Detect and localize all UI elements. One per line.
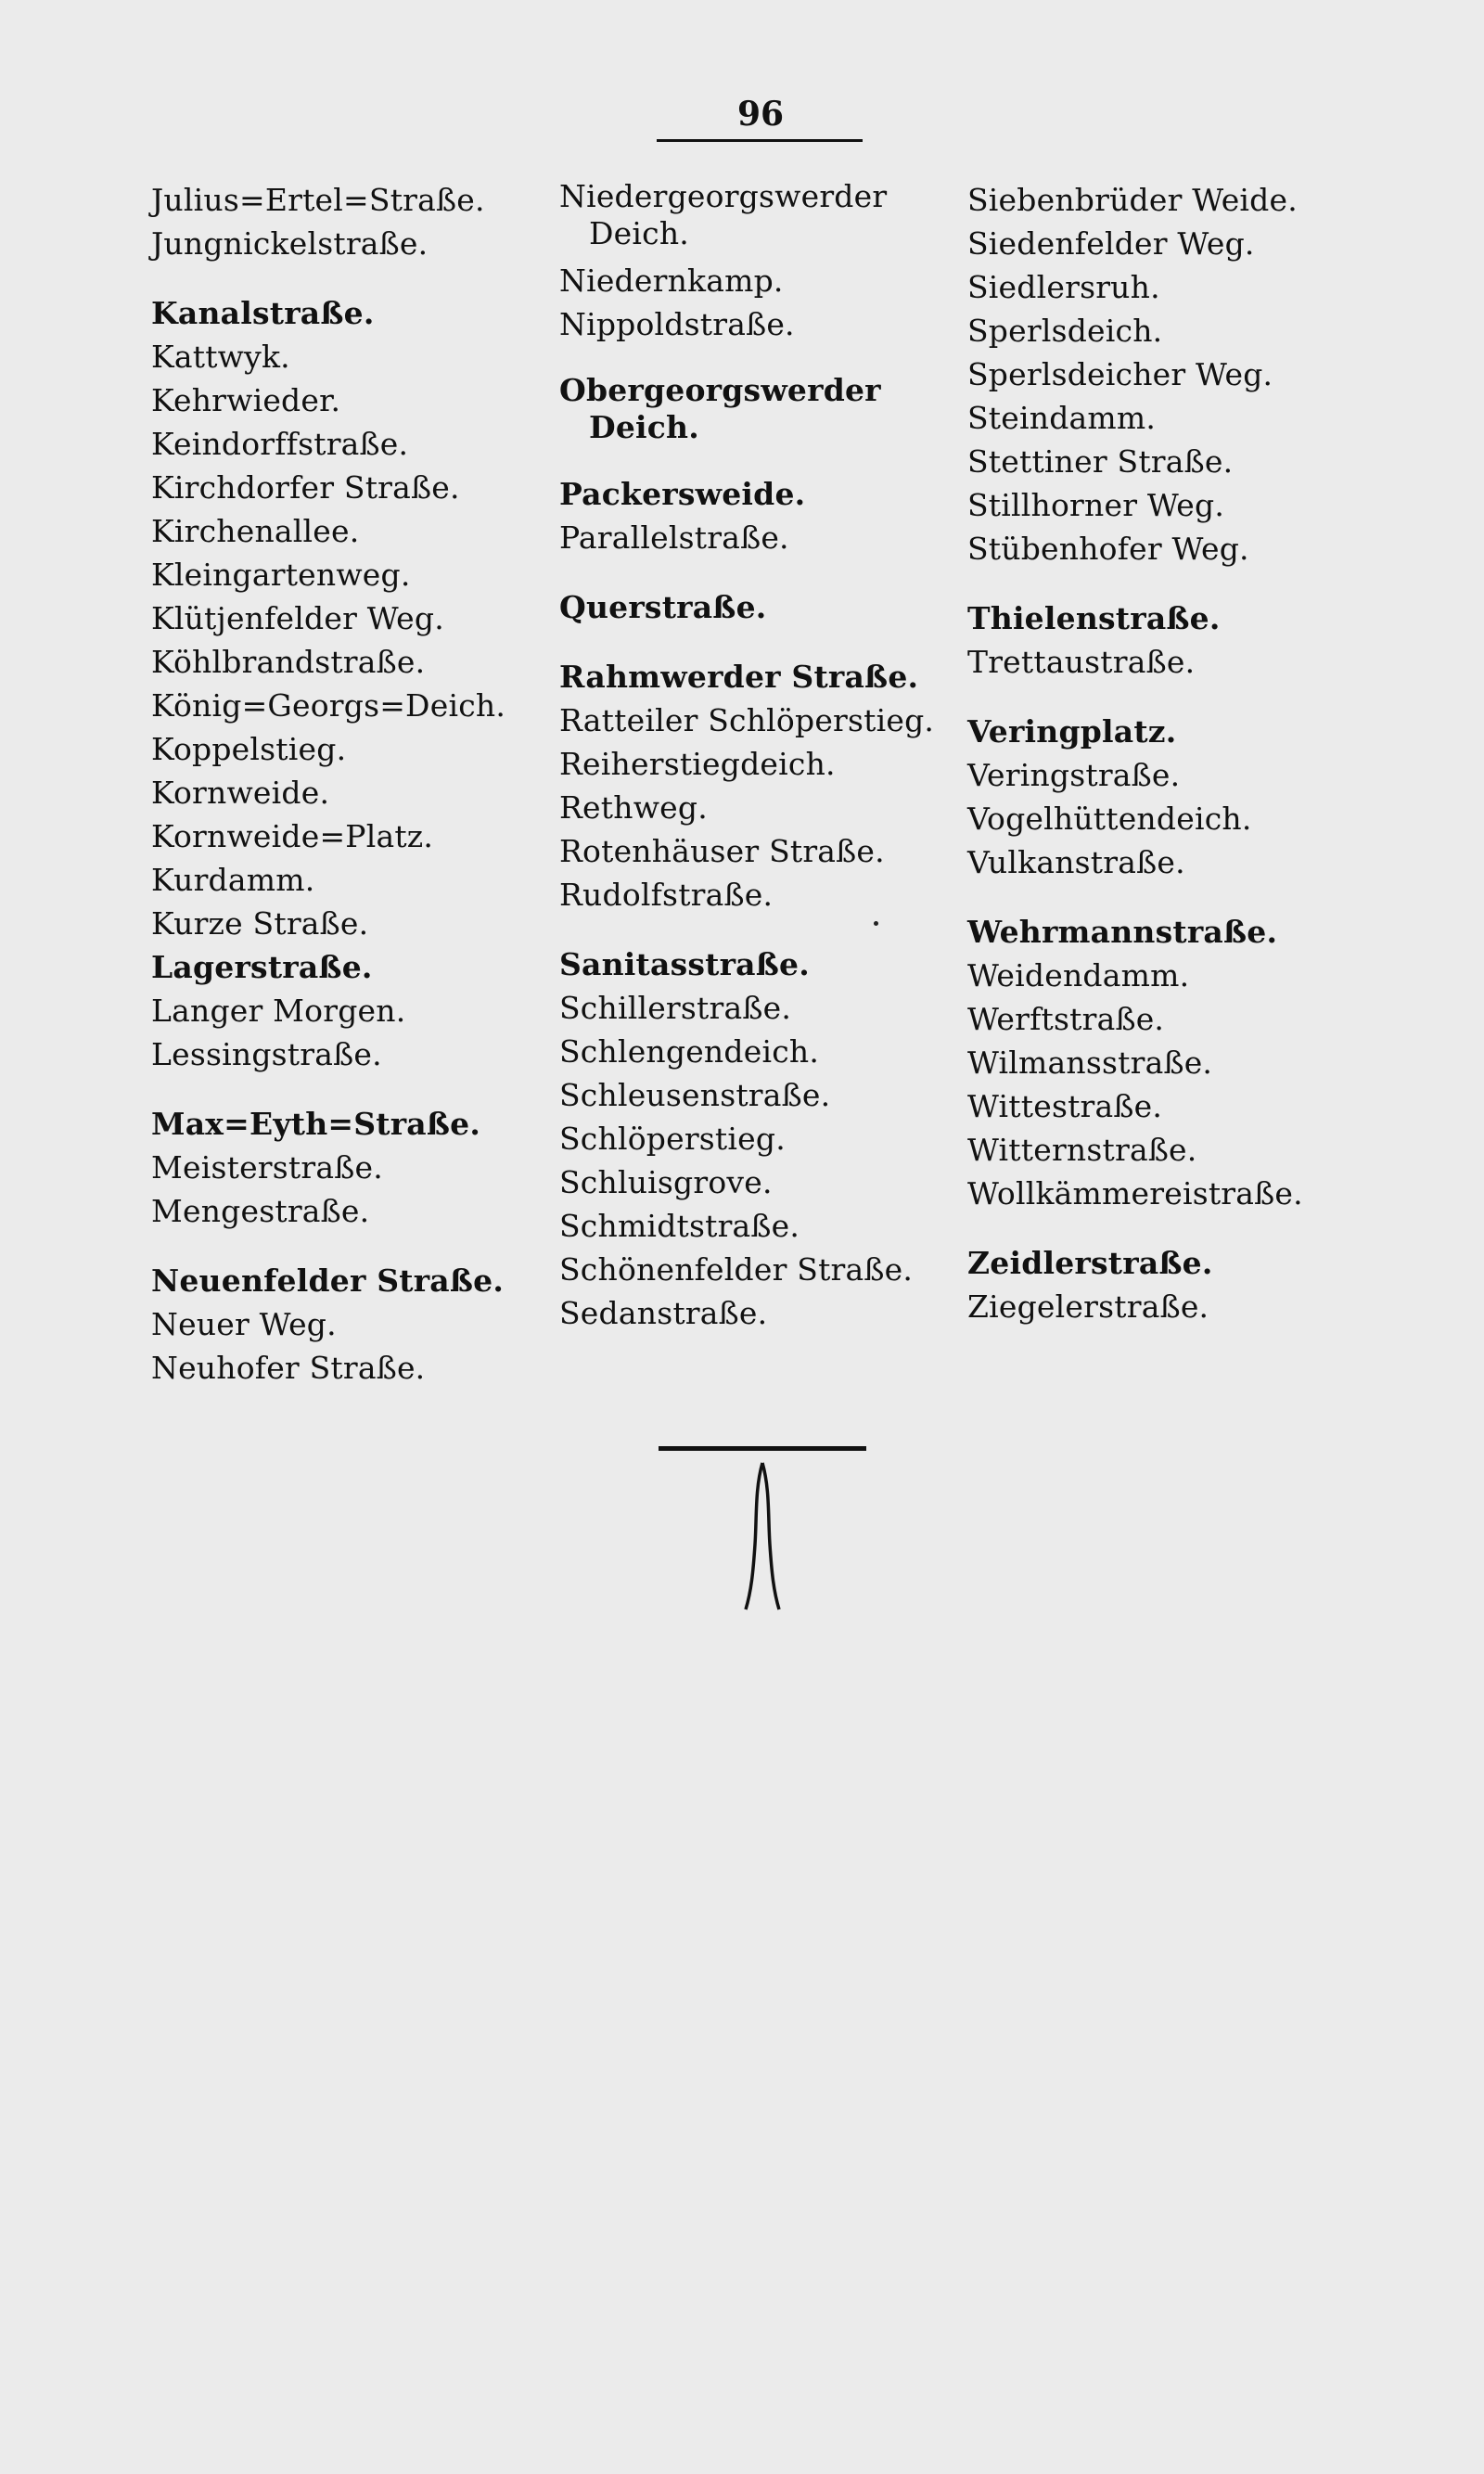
street-name: Weidendamm. (967, 957, 1190, 993)
street-entry (559, 986, 967, 1030)
street-name: Nippoldstraße. (559, 306, 795, 342)
street-entry (151, 727, 559, 771)
street-name: Stettiner Straße. (967, 443, 1234, 480)
street-name: Mengestraße. (151, 1193, 370, 1229)
entry-group (967, 596, 1375, 684)
street-entry (151, 814, 559, 858)
street-entry (967, 797, 1375, 840)
street-entry (967, 753, 1375, 797)
street-name: Wehrmannstraße. (967, 914, 1278, 950)
street-name: Koppelstieg. (151, 731, 347, 767)
entry-group (559, 178, 967, 346)
street-entry (967, 1285, 1375, 1328)
street-entry (559, 1073, 967, 1117)
street-entry (151, 1102, 559, 1146)
street-entry (151, 945, 559, 989)
street-entry (559, 655, 967, 699)
street-entry (967, 1084, 1375, 1128)
street-entry (967, 1241, 1375, 1285)
street-entry (151, 553, 559, 596)
street-name: Rahmwerder Straße. (559, 659, 919, 695)
street-name: Kirchenallee. (151, 513, 360, 549)
street-entry (967, 440, 1375, 483)
street-entry (151, 684, 559, 727)
street-name: Kirchdorfer Straße. (151, 469, 460, 506)
street-name: Schönenfelder Straße. (559, 1251, 914, 1288)
street-entry (559, 1117, 967, 1160)
street-entry (559, 1291, 967, 1335)
street-entry (559, 1204, 967, 1248)
street-name: Schlengendeich. (559, 1033, 820, 1070)
street-name: Werftstraße. (967, 1001, 1165, 1037)
street-entry (559, 1030, 967, 1073)
street-entry (559, 786, 967, 829)
street-name: Rethweg. (559, 789, 708, 826)
street-name: Neuer Weg. (151, 1306, 337, 1342)
street-entry (967, 353, 1375, 396)
street-name: Max=Eyth=Straße. (151, 1106, 481, 1142)
street-name: Siebenbrüder Weide. (967, 182, 1298, 218)
street-name: Sperlsdeicher Weg. (967, 356, 1273, 392)
street-entry (151, 422, 559, 466)
street-name: Parallelstraße. (559, 519, 789, 556)
street-name: Keindorffstraße. (151, 426, 409, 462)
street-name: Kleingartenweg. (151, 557, 411, 593)
entry-group (559, 585, 967, 629)
street-name: Stübenhofer Weg. (967, 531, 1249, 567)
street-name: Klütjenfelder Weg. (151, 600, 444, 636)
end-ornament-icon (735, 1461, 790, 1614)
street-entry (151, 378, 559, 422)
street-entry (559, 829, 967, 873)
street-name: Trettaustraße. (967, 644, 1196, 680)
column-3 (967, 178, 1375, 1354)
street-name: Veringplatz. (967, 713, 1177, 750)
street-entry (559, 1160, 967, 1204)
street-name-continuation: Deich. (589, 215, 689, 251)
street-entry (967, 910, 1375, 954)
street-name: Wittestraße. (967, 1088, 1163, 1124)
entry-group (151, 1259, 559, 1390)
street-name: Rudolfstraße. (559, 877, 774, 913)
street-entry (151, 335, 559, 378)
street-name: Vulkanstraße. (967, 844, 1185, 880)
street-name: Wilmansstraße. (967, 1045, 1213, 1081)
street-entry (151, 1302, 559, 1346)
street-name: Niedernkamp. (559, 263, 784, 299)
street-name: Wollkämmereistraße. (967, 1175, 1303, 1211)
street-entry (559, 178, 967, 252)
street-name: Vogelhüttendeich. (967, 801, 1252, 837)
street-name: Kornweide=Platz. (151, 818, 434, 854)
street-name: Reiherstiegdeich. (559, 746, 836, 782)
street-entry (151, 509, 559, 553)
street-entry (967, 710, 1375, 753)
street-name: Neuhofer Straße. (151, 1350, 426, 1386)
street-name: Kurze Straße. (151, 905, 369, 942)
street-name: Obergeorgswerder (559, 372, 881, 408)
street-name: Meisterstraße. (151, 1149, 383, 1186)
street-name: Lagerstraße. (151, 949, 373, 985)
street-name: Zeidlerstraße. (967, 1245, 1213, 1281)
street-entry (559, 873, 967, 917)
street-name: Kanalstraße. (151, 295, 375, 331)
street-name: Steindamm. (967, 400, 1157, 436)
street-name: Veringstraße. (967, 757, 1181, 793)
street-name: Köhlbrandstraße. (151, 644, 426, 680)
street-entry (151, 640, 559, 684)
street-name: Kehrwieder. (151, 382, 341, 418)
street-name: Ziegelerstraße. (967, 1288, 1209, 1325)
street-entry (967, 596, 1375, 640)
street-entry (967, 483, 1375, 527)
street-entry (151, 771, 559, 814)
street-entry (151, 1146, 559, 1189)
street-entry (967, 954, 1375, 997)
entry-group (967, 1241, 1375, 1328)
street-entry (967, 997, 1375, 1041)
street-entry (559, 302, 967, 346)
street-name: Schmidtstraße. (559, 1208, 800, 1244)
street-entry (559, 259, 967, 302)
entry-group (967, 178, 1375, 570)
street-entry (151, 1032, 559, 1076)
street-entry (151, 1346, 559, 1390)
column-2 (559, 178, 967, 1361)
entry-group (967, 910, 1375, 1215)
entry-group (151, 178, 559, 265)
street-name: Sperlsdeich. (967, 313, 1163, 349)
street-entry (967, 309, 1375, 353)
street-name: Ratteiler Schlöperstieg. (559, 702, 935, 738)
street-name: Lessingstraße. (151, 1036, 382, 1072)
street-name: Sanitasstraße. (559, 946, 810, 982)
street-entry (559, 372, 967, 446)
street-name: Siedlersruh. (967, 269, 1160, 305)
print-speck (874, 921, 878, 926)
street-name: Neuenfelder Straße. (151, 1263, 505, 1299)
street-entry (151, 1259, 559, 1302)
street-entry (559, 1248, 967, 1291)
street-name: Stillhorner Weg. (967, 487, 1225, 523)
street-entry (559, 585, 967, 629)
street-entry (967, 1128, 1375, 1172)
street-name: Siedenfelder Weg. (967, 225, 1255, 262)
street-name: Witternstraße. (967, 1132, 1197, 1168)
street-name: Kornweide. (151, 775, 330, 811)
entry-group (559, 372, 967, 446)
street-entry (151, 596, 559, 640)
street-name: Niedergeorgswerder (559, 178, 888, 214)
street-entry (967, 840, 1375, 884)
street-entry (967, 1172, 1375, 1215)
street-entry (559, 699, 967, 742)
street-name: Schlöperstieg. (559, 1121, 786, 1157)
entry-group (151, 1102, 559, 1233)
street-name: Julius=Ertel=Straße. (151, 182, 485, 218)
street-entry (559, 742, 967, 786)
street-name-continuation: Deich. (589, 409, 699, 445)
street-name: Schleusenstraße. (559, 1077, 831, 1113)
street-entry (967, 265, 1375, 309)
street-entry (151, 178, 559, 222)
entry-group (559, 655, 967, 917)
street-entry (151, 1189, 559, 1233)
street-name: Jungnickelstraße. (151, 225, 429, 262)
street-entry (559, 472, 967, 516)
street-name: Rotenhäuser Straße. (559, 833, 885, 869)
street-entry (151, 902, 559, 945)
street-name: Schluisgrove. (559, 1164, 773, 1200)
street-entry (967, 222, 1375, 265)
street-name: Sedanstraße. (559, 1295, 768, 1331)
street-name: Schillerstraße. (559, 990, 792, 1026)
street-entry (151, 466, 559, 509)
street-entry (967, 640, 1375, 684)
street-entry (151, 291, 559, 335)
bottom-rule (659, 1446, 866, 1451)
page-number: 96 (736, 95, 785, 134)
street-entry (151, 989, 559, 1032)
street-name: König=Georgs=Deich. (151, 687, 506, 724)
street-name: Langer Morgen. (151, 993, 406, 1029)
top-rule (657, 139, 863, 142)
column-1 (151, 178, 559, 1416)
street-name: Thielenstraße. (967, 600, 1221, 636)
street-name: Querstraße. (559, 589, 767, 625)
entry-group (967, 710, 1375, 884)
street-name: Packersweide. (559, 476, 806, 512)
street-entry (559, 516, 967, 559)
street-entry (559, 942, 967, 986)
street-name: Kattwyk. (151, 339, 290, 375)
street-entry (967, 527, 1375, 570)
entry-group (559, 942, 967, 1335)
street-entry (151, 858, 559, 902)
entry-group (559, 472, 967, 559)
street-entry (967, 178, 1375, 222)
street-entry (967, 1041, 1375, 1084)
entry-group (151, 291, 559, 1076)
street-entry (967, 396, 1375, 440)
street-entry (151, 222, 559, 265)
street-name: Kurdamm. (151, 862, 315, 898)
